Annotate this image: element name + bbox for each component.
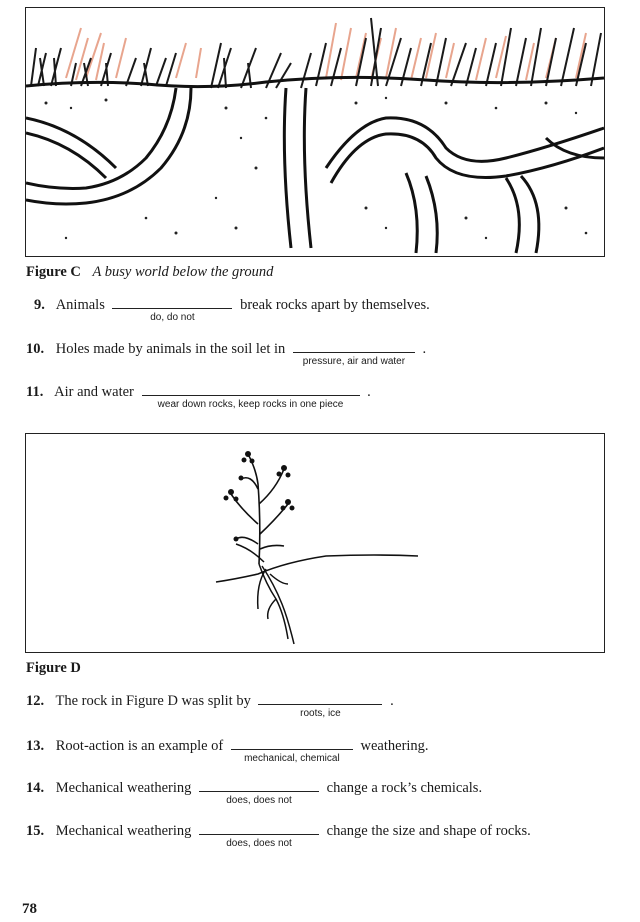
- soil-specks: [45, 97, 588, 239]
- question-text-before: Animals: [55, 297, 105, 313]
- question-14: [26, 779, 483, 806]
- answer-blank[interactable]: [231, 737, 353, 764]
- underground-scene-drawing: [26, 8, 604, 256]
- question-text-before: Holes made by animals in the soil let in: [55, 341, 286, 357]
- plant-roots: [236, 544, 294, 644]
- question-9: [34, 296, 430, 323]
- answer-choices: does, does not: [226, 838, 292, 849]
- question-text-after: change the size and shape of rocks.: [326, 823, 531, 839]
- answer-blank[interactable]: [293, 340, 415, 367]
- figure-c-illustration: [25, 7, 605, 257]
- question-text-after: weathering.: [360, 738, 429, 754]
- question-15: [26, 822, 531, 849]
- question-number: 10.: [26, 341, 45, 357]
- question-text-before: Mechanical weathering: [55, 823, 192, 839]
- figure-c-label: Figure C: [26, 264, 81, 280]
- plant-stems: [231, 454, 288, 564]
- question-13: [26, 737, 429, 764]
- question-11: [26, 383, 371, 410]
- question-text-before: Air and water: [54, 384, 134, 400]
- question-text-after: change a rock’s chemicals.: [326, 780, 483, 796]
- rock-crack: [216, 555, 418, 582]
- answer-choices: pressure, air and water: [302, 356, 406, 367]
- question-number: 15.: [26, 823, 45, 839]
- answer-choices: does, does not: [226, 795, 292, 806]
- question-10: [26, 340, 427, 367]
- answer-blank[interactable]: [258, 692, 382, 719]
- question-text-after: .: [390, 693, 394, 709]
- question-number: 13.: [26, 738, 45, 754]
- figure-c-description: A busy world below the ground: [92, 264, 274, 280]
- answer-blank[interactable]: [199, 779, 319, 806]
- question-12: [26, 692, 394, 719]
- burrow-tunnels: [26, 88, 604, 253]
- figure-c-caption: [26, 264, 273, 281]
- question-text-before: The rock in Figure D was split by: [55, 693, 251, 709]
- question-number: 9.: [34, 297, 45, 313]
- answer-choices: roots, ice: [300, 708, 341, 719]
- question-number: 12.: [26, 693, 45, 709]
- figure-d-label: Figure D: [26, 660, 81, 676]
- answer-blank[interactable]: [112, 296, 232, 323]
- answer-choices: mechanical, chemical: [244, 753, 340, 764]
- question-text-after: .: [422, 341, 427, 357]
- figure-d-caption: [26, 660, 81, 677]
- answer-choices: do, do not: [150, 312, 195, 323]
- question-number: 11.: [26, 384, 44, 400]
- question-text-after: break rocks apart by themselves.: [240, 297, 430, 313]
- question-text-before: Root-action is an example of: [55, 738, 224, 754]
- question-number: 14.: [26, 780, 45, 796]
- answer-choices: wear down rocks, keep rocks in one piece: [157, 399, 344, 410]
- answer-blank[interactable]: [142, 383, 360, 410]
- question-text-before: Mechanical weathering: [55, 780, 192, 796]
- page-number: 78: [22, 901, 37, 917]
- figure-d-illustration: [25, 433, 605, 653]
- question-text-after: .: [367, 384, 371, 400]
- answer-blank[interactable]: [199, 822, 319, 849]
- plant-in-rock-drawing: [26, 434, 604, 652]
